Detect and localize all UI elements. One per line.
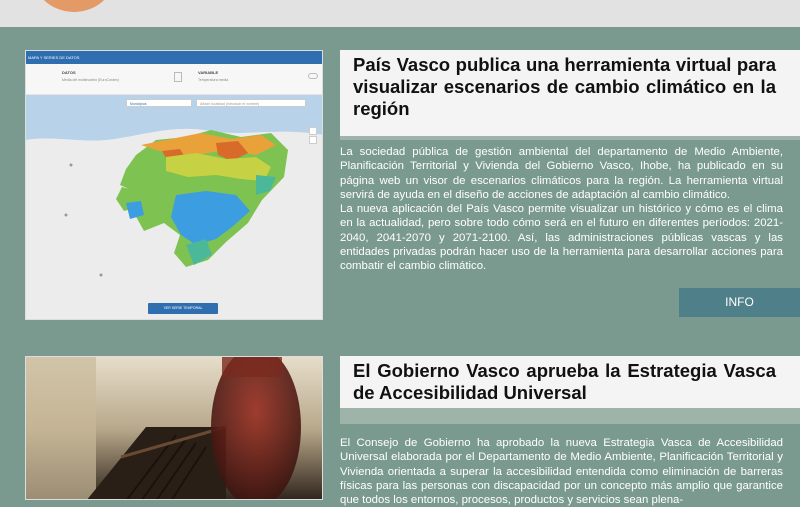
zoom-out-icon[interactable] — [309, 136, 317, 144]
article-1-title-box — [340, 50, 800, 136]
view-series-button[interactable]: VER SERIE TEMPORAL — [148, 303, 218, 314]
title-band — [340, 408, 800, 424]
article-2-body — [340, 436, 783, 507]
top-header-bar — [0, 0, 800, 27]
climate-map[interactable] — [26, 95, 322, 320]
map-app-header: MAPA Y SERIES DE DATOS — [26, 51, 322, 64]
location-search-input[interactable]: Añadir localidad (introducir el nombre) — [196, 99, 306, 107]
panel-label-datos: DATOS — [62, 70, 76, 75]
map-data-panel — [26, 64, 322, 95]
article-2-image[interactable] — [25, 356, 323, 500]
article-1-title[interactable]: País Vasco publica una herramienta virtual para visualizar escenarios de cambio climático en la región — [353, 54, 776, 119]
panel-label-variable: VARIABLE — [198, 70, 219, 75]
article-1-image[interactable] — [25, 50, 323, 320]
news-article-1 — [0, 50, 800, 320]
article-1-body — [340, 145, 783, 274]
title-band — [340, 136, 800, 140]
news-article-2 — [0, 356, 800, 507]
article-2-paragraph-1: El Consejo de Gobierno ha aprobado la nueva Estrategia Vasca de Accesibilidad Universal elaborada por el Departamento de Medio Ambiente, Planificación Territorial y Vivienda orientada a superar la accesibilidad entendida como eliminación de barreras físicas para las personas con discapacidad por un concepto más amplio que garantice que todos los entornos, procesos, productos y servicios sean plena- — [340, 437, 783, 507]
cloud-icon — [308, 73, 318, 79]
article-1-paragraph-1: La sociedad pública de gestión ambiental del departamento de Medio Ambiente, Planificación Territorial y Vivienda del Gobierno Vasco, Ihobe, ha publicado en su página web un visor de escenarios climáticos para la región. La herramienta virtual servirá de ayuda en el diseño de acciones de adaptación al cambio climático. — [340, 146, 783, 201]
panel-sub-datos: Media del multimodelo (EuroCordex) — [62, 78, 119, 82]
map-canvas — [26, 95, 323, 320]
site-logo[interactable] — [30, 0, 118, 12]
panel-sub-variable: Temperatura media — [198, 78, 229, 82]
staircase-photo — [26, 357, 323, 500]
zoom-in-icon[interactable] — [309, 127, 317, 135]
info-button[interactable]: INFO — [679, 288, 800, 317]
article-2-title-box — [340, 356, 800, 408]
calendar-icon — [174, 72, 182, 82]
region-type-select[interactable]: Municipios — [126, 99, 192, 107]
article-2-title[interactable]: El Gobierno Vasco aprueba la Estrategia Vasca de Accesibilidad Universal — [353, 360, 776, 403]
article-1-paragraph-2: La nueva aplicación del País Vasco permite visualizar un histórico y cómo es el clima en la actualidad, pero sobre todo cómo será en el futuro en diferentes períodos: 2021-2040, 2041-2070 y 2071-2100. Así, las administraciones públicas vascas y las entidades privadas podrán hacer uso de la herramienta para desarrollar acciones para combatir el cambio climático. — [340, 203, 783, 273]
